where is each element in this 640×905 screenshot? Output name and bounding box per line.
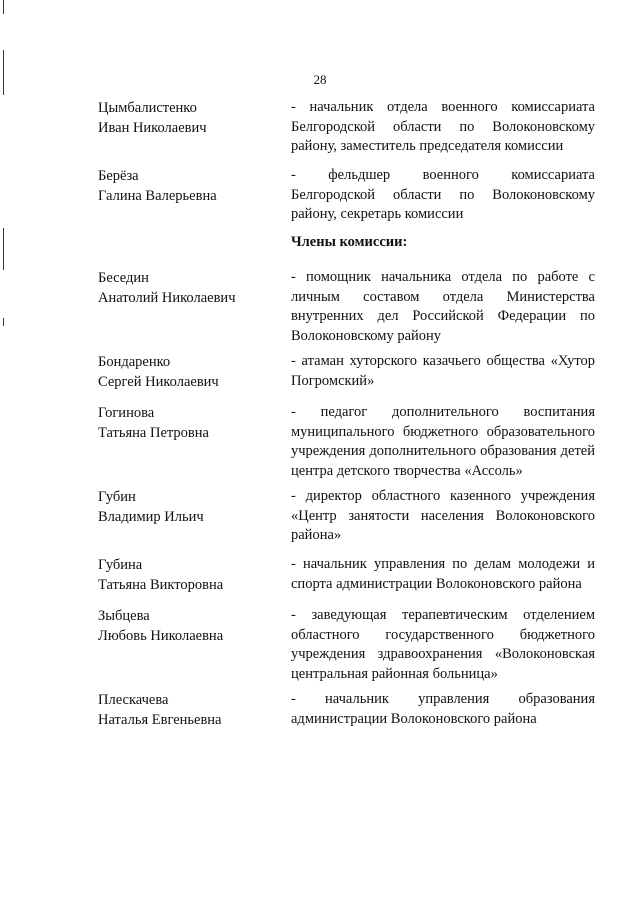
person-role: - помощник начальника отдела по работе с личным составом отдела Министерства внутренних дел Российской Федерации по Волоконовскому району bbox=[291, 269, 595, 344]
person-role: - заведующая терапевтическим отделением областного государственного бюджетного учреждения здравоохранения «Волоконовская центральная районная больница» bbox=[291, 607, 595, 682]
person-name bbox=[98, 268, 278, 308]
person-given-name: Татьяна Викторовна bbox=[98, 577, 224, 593]
person-surname: Зыбцева bbox=[98, 608, 150, 624]
person-name bbox=[98, 606, 278, 646]
person-role: - педагог дополнительного воспитания муниципального бюджетного образовательного учреждения дополнительного образования детей центра детского творчества «Ассоль» bbox=[291, 404, 595, 479]
person-surname: Гогинова bbox=[98, 405, 155, 421]
page-number: 28 bbox=[313, 72, 327, 87]
person-role: - директор областного казенного учреждения «Центр занятости населения Волоконовского района» bbox=[291, 488, 595, 543]
person-given-name: Любовь Николаевна bbox=[98, 628, 224, 644]
person-surname: Берёза bbox=[98, 168, 139, 184]
person-given-name: Анатолий Николаевич bbox=[98, 290, 236, 306]
person-name bbox=[98, 166, 278, 206]
person-role: - атаман хуторского казачьего общества «Хутор Погромский» bbox=[291, 353, 595, 389]
person-name bbox=[98, 555, 278, 595]
person-name bbox=[98, 352, 278, 392]
person-name bbox=[98, 98, 278, 138]
person-surname: Губин bbox=[98, 489, 136, 505]
person-name bbox=[98, 403, 278, 443]
scan-edge-mark bbox=[3, 318, 4, 326]
person-surname: Губина bbox=[98, 557, 143, 573]
person-given-name: Сергей Николаевич bbox=[98, 374, 219, 390]
person-name bbox=[98, 487, 278, 527]
person-name bbox=[98, 690, 278, 730]
members-section-heading: Члены комиссии: bbox=[291, 234, 408, 250]
person-role: - начальник отдела военного комиссариата Белгородской области по Волоконовскому району, заместитель председателя комиссии bbox=[291, 99, 595, 154]
scan-edge-mark bbox=[3, 228, 4, 270]
person-given-name: Иван Николаевич bbox=[98, 120, 207, 136]
person-surname: Плескачева bbox=[98, 692, 169, 708]
person-given-name: Татьяна Петровна bbox=[98, 425, 209, 441]
scan-edge-mark bbox=[3, 0, 4, 14]
person-role: - фельдшер военного комиссариата Белгородской области по Волоконовскому району, секретарь комиссии bbox=[291, 167, 595, 222]
person-role: - начальник управления образования администрации Волоконовского района bbox=[291, 691, 595, 727]
person-given-name: Галина Валерьевна bbox=[98, 188, 217, 204]
person-given-name: Владимир Ильич bbox=[98, 509, 204, 525]
person-given-name: Наталья Евгеньевна bbox=[98, 712, 222, 728]
person-surname: Цымбалистенко bbox=[98, 100, 197, 116]
person-surname: Беседин bbox=[98, 270, 149, 286]
person-role: - начальник управления по делам молодежи и спорта администрации Волоконовского района bbox=[291, 556, 595, 592]
person-surname: Бондаренко bbox=[98, 354, 171, 370]
